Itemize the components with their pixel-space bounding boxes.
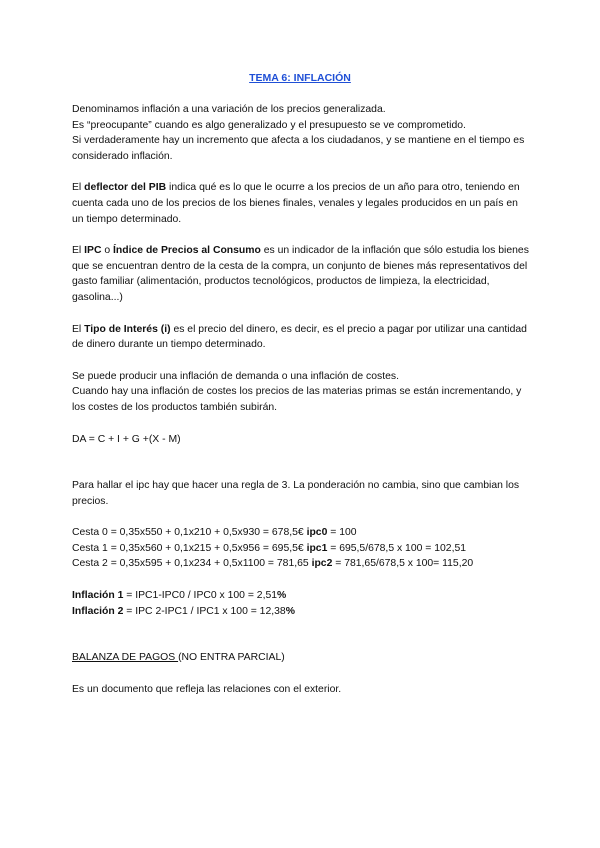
ipc-term: IPC — [84, 245, 102, 257]
demand-formula: DA = C + I + G +(X - M) — [72, 433, 181, 445]
inflation-calc-line: Inflación 2 = IPC 2-IPC1 / IPC1 x 100 = 12,38% — [72, 605, 295, 617]
cesta-line: Cesta 1 = 0,35x560 + 0,1x215 + 0,5x956 = 695,5€ ipc1 = 695,5/678,5 x 100 = 102,51 — [72, 542, 467, 554]
deflector-paragraph: El deflector del PIB indica qué es lo que le ocurre a los precios de un año para otro, teniendo en cuenta cada uno de los precios de los bienes finales, venales y legales producidos en un país en un tiempo determinado. — [72, 182, 520, 225]
inflation-types-line: Se puede producir una inflación de demanda o una inflación de costes. — [72, 370, 399, 382]
intro-line-3: Si verdaderamente hay un incremento que afecta a los ciudadanos, y se mantiene en el tiempo es considerado inflación. — [72, 135, 525, 162]
interest-term: Tipo de Interés (i) — [84, 323, 171, 335]
cost-inflation-line: Cuando hay una inflación de costes los precios de las materias primas se están incrementando, y los costes de los productos también subirán. — [72, 386, 522, 413]
ipc-rule-paragraph: Para hallar el ipc hay que hacer una regla de 3. La ponderación no cambia, sino que cambian los precios. — [72, 480, 520, 507]
interest-paragraph: El Tipo de Interés (i) es el precio del dinero, es decir, es el precio a pagar por utilizar una cantidad de dinero durante un tiempo determinado. — [72, 323, 527, 351]
intro-line-2: Es “preocupante” cuando es algo generalizado y el presupuesto se ve comprometido. — [72, 119, 466, 131]
deflector-term: deflector del PIB — [84, 182, 167, 194]
page-title: TEMA 6: INFLACIÓN — [249, 72, 351, 84]
cesta-line: Cesta 2 = 0,35x595 + 0,1x234 + 0,5x1100 = 781,65 ipc2 = 781,65/678,5 x 100= 115,20 — [72, 558, 474, 570]
document-body — [72, 102, 532, 697]
balanza-heading: BALANZA DE PAGOS (NO ENTRA PARCIAL) — [72, 652, 285, 664]
intro-line-1: Denominamos inflación a una variación de los precios generalizada. — [72, 104, 386, 115]
cesta-line: Cesta 0 = 0,35x550 + 0,1x210 + 0,5x930 = 678,5€ ipc0 = 100 — [72, 527, 357, 539]
balanza-paragraph: Es un documento que refleja las relaciones con el exterior. — [72, 683, 342, 695]
inflation-calc-line: Inflación 1 = IPC1-IPC0 / IPC0 x 100 = 2,51% — [72, 590, 287, 602]
ipc-paragraph: El IPC o Índice de Precios al Consumo es un indicador de la inflación que sólo estudia los bienes que se encuentran dentro de la cesta de la compra, un conjunto de bienes más representativos del gasto familiar (alimentación, productos tecnológicos, productos de limpieza, la electricidad, gasolina...) — [72, 245, 529, 303]
ipc-full-term: Índice de Precios al Consumo — [113, 245, 261, 257]
